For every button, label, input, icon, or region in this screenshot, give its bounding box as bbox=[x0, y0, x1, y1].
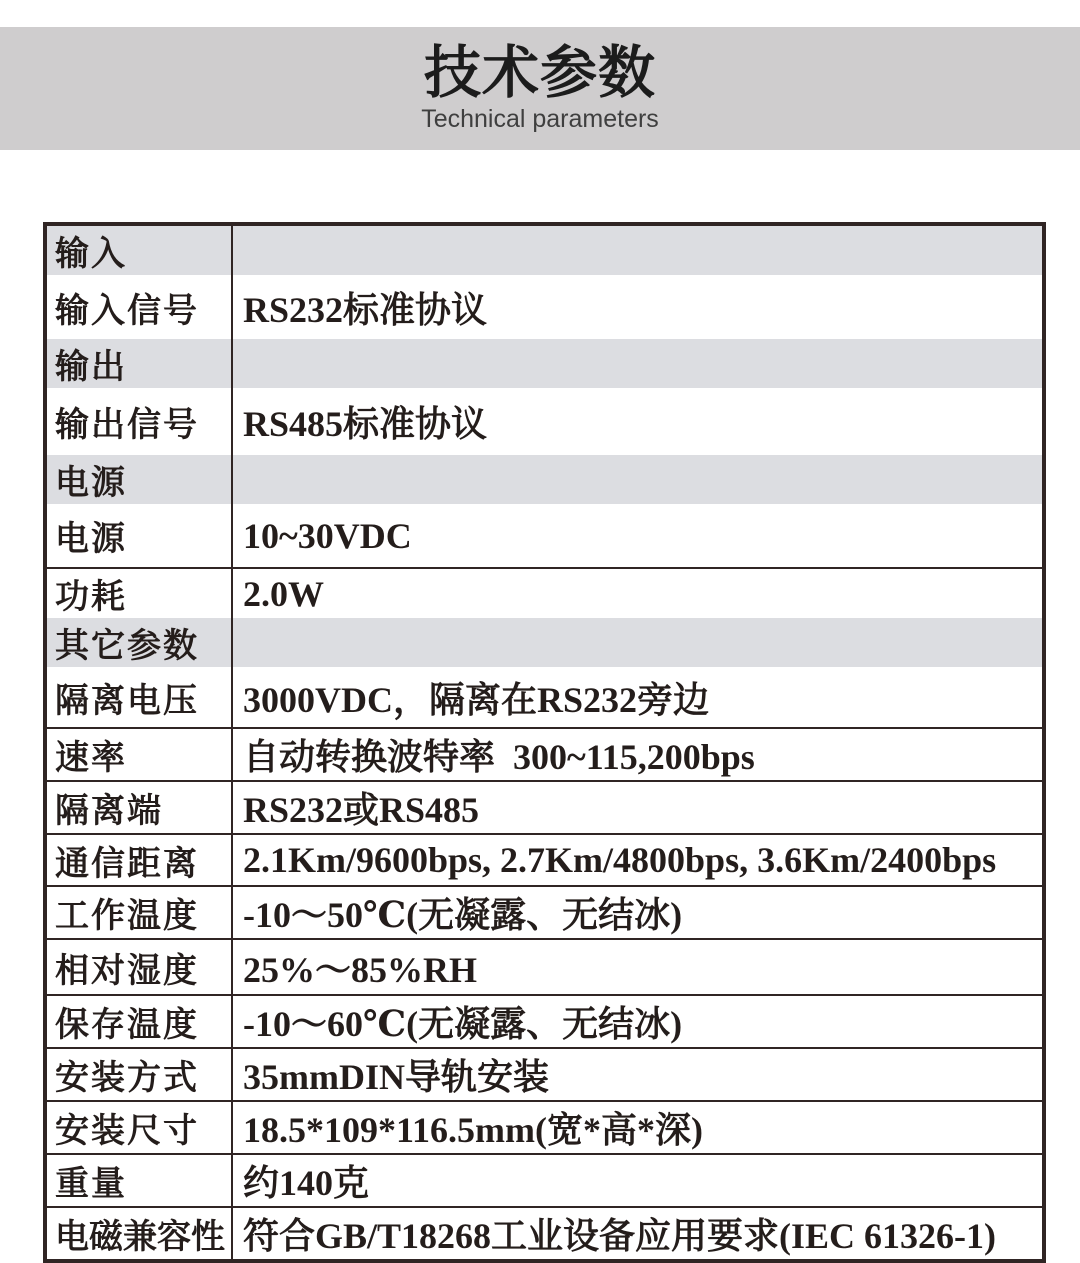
param-value bbox=[232, 618, 1044, 667]
table-row bbox=[45, 275, 1044, 339]
param-label: 其它参数 bbox=[45, 618, 232, 667]
table-row bbox=[45, 886, 1044, 939]
param-label: 隔离电压 bbox=[45, 667, 232, 728]
param-label: 重量 bbox=[45, 1154, 232, 1207]
param-value: 18.5*109*116.5mm(宽*高*深) bbox=[232, 1101, 1044, 1154]
param-label: 安装尺寸 bbox=[45, 1101, 232, 1154]
param-label: 工作温度 bbox=[45, 886, 232, 939]
page-subtitle: Technical parameters bbox=[421, 105, 659, 133]
param-label: 输出信号 bbox=[45, 388, 232, 455]
param-value: 25%～85%RH bbox=[232, 939, 1044, 995]
param-value: -10～50℃(无凝露、无结冰) bbox=[232, 886, 1044, 939]
table-row bbox=[45, 1154, 1044, 1207]
param-value bbox=[232, 339, 1044, 388]
param-label: 隔离端 bbox=[45, 781, 232, 834]
param-value: 符合GB/T18268工业设备应用要求(IEC 61326-1) bbox=[232, 1207, 1044, 1261]
table-row bbox=[45, 1101, 1044, 1154]
param-label: 速率 bbox=[45, 728, 232, 781]
page-title: 技术参数 bbox=[424, 41, 656, 105]
section-row bbox=[45, 618, 1044, 667]
param-label: 输入 bbox=[45, 224, 232, 275]
param-value: 10~30VDC bbox=[243, 515, 412, 556]
param-label: 通信距离 bbox=[45, 834, 232, 886]
table-row bbox=[45, 568, 1044, 618]
param-value: 约140克 bbox=[232, 1154, 1044, 1207]
param-value bbox=[232, 224, 1044, 275]
param-value: 2.0W bbox=[232, 568, 1044, 618]
param-value: 2.1Km/9600bps, 2.7Km/4800bps, 3.6Km/2400bps bbox=[232, 834, 1044, 886]
param-value: 35mmDIN导轨安装 bbox=[232, 1048, 1044, 1101]
param-label: 功耗 bbox=[45, 568, 232, 618]
param-label: 电源 bbox=[45, 455, 232, 504]
table-row bbox=[45, 1207, 1044, 1261]
param-label: 电磁兼容性 bbox=[45, 1207, 232, 1261]
param-label: 相对湿度 bbox=[45, 939, 232, 995]
table-row bbox=[45, 1048, 1044, 1101]
table-row bbox=[45, 504, 1044, 568]
table-row bbox=[45, 939, 1044, 995]
param-label: 输出 bbox=[45, 339, 232, 388]
table-row bbox=[45, 728, 1044, 781]
param-label: 输入信号 bbox=[45, 275, 232, 339]
table-row bbox=[45, 388, 1044, 455]
param-value: 自动转换波特率 300~115,200bps bbox=[232, 728, 1044, 781]
param-value: RS485标准协议 bbox=[243, 404, 488, 444]
param-label: 保存温度 bbox=[45, 995, 232, 1048]
section-row bbox=[45, 224, 1044, 275]
table-row bbox=[45, 781, 1044, 834]
param-label: 安装方式 bbox=[45, 1048, 232, 1101]
table-row bbox=[45, 995, 1044, 1048]
page bbox=[0, 27, 1080, 1256]
section-row bbox=[45, 455, 1044, 504]
header-banner bbox=[0, 27, 1080, 150]
section-row bbox=[45, 339, 1044, 388]
param-value: RS232标准协议 bbox=[243, 289, 488, 330]
param-value: -10～60℃(无凝露、无结冰) bbox=[232, 995, 1044, 1048]
param-value: RS232或RS485 bbox=[232, 781, 1044, 834]
param-label: 电源 bbox=[45, 504, 232, 568]
table-row bbox=[45, 667, 1044, 728]
param-value: 3000VDC，隔离在RS232旁边 bbox=[243, 679, 710, 720]
table-row bbox=[45, 834, 1044, 886]
param-value bbox=[232, 455, 1044, 504]
parameters-table-body bbox=[45, 224, 1044, 1261]
parameters-table bbox=[43, 222, 1046, 1263]
